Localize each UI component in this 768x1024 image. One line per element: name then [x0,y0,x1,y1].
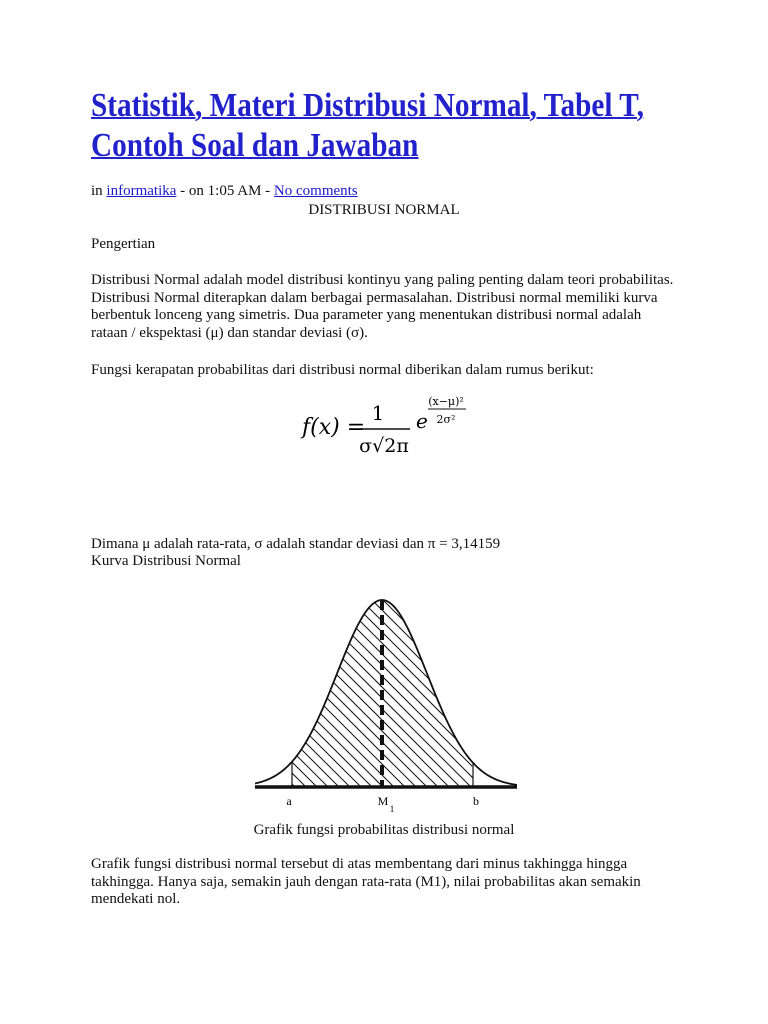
hatch-line [277,593,477,793]
meta-time: - on 1:05 AM - [180,183,271,199]
normal-curve-svg [255,593,517,815]
formula-exp-numerator: (x−μ)² [428,395,464,408]
hatch-line [255,593,323,793]
hatch-line [464,593,517,793]
hatch-line [475,593,517,793]
hatch-line [508,593,517,793]
hatch-line [343,593,517,793]
label-m-sub: 1 [389,804,395,814]
hatch-line [255,593,389,793]
formula-base: e [416,409,428,433]
hatch-line [255,593,367,793]
hatch-line [255,593,301,793]
formula-lhs: f(x) = [302,415,366,440]
hatch-line [321,593,517,793]
hatch-line [255,593,290,793]
formula-numerator: 1 [371,401,385,425]
hatch-line [387,593,517,793]
paragraph-definition: Distribusi Normal adalah model distribusi kontinyu yang paling penting dalam teori probabilitas. Distribusi Normal diterapkan dalam berbagai permasalahan. Distribusi normal memiliki kurva berbentuk lonceng yang simetris. Dua parameter yang menentukan distribusi normal adalah rataan / ekspektasi (μ) dan standar deviasi (σ). [91,272,674,341]
paragraph-formula-intro: Fungsi kerapatan probabilitas dari distribusi normal diberikan dalam rumus berikut: [91,362,594,378]
formula-svg [300,392,480,462]
subheading: Pengertian [91,236,156,252]
page-title [91,86,644,166]
meta-prefix: in [91,183,103,199]
post-meta [91,182,358,200]
hatch-line [486,593,517,793]
formula-denominator: σ√2π [359,435,409,457]
category-link[interactable]: informatika [106,183,177,199]
label-a: a [286,794,292,808]
hatch-line [255,593,444,793]
normal-pdf-formula [300,392,480,467]
title-link[interactable]: Statistik, Materi Distribusi Normal, Tabel T, Contoh Soal dan Jawaban [91,87,644,164]
label-m: M [377,794,389,808]
hatch-line [255,593,334,793]
hatch-line [255,593,356,793]
hatch-line [497,593,517,793]
hatch-line [442,593,517,793]
hatch-line [255,593,400,793]
paragraph-symbols: Dimana μ adalah rata-rata, σ adalah standar deviasi dan π = 3,14159 [91,536,501,552]
hatch-line [255,593,455,793]
normal-curve-figure [255,593,517,820]
figure-caption: Grafik fungsi probabilitas distribusi normal [253,822,515,838]
hatch-line [310,593,510,793]
hatch-line [266,593,466,793]
hatch-line [255,593,257,793]
hatch-line [453,593,517,793]
label-b: b [473,794,479,808]
comments-link[interactable]: No comments [273,183,358,199]
paragraph-curve-heading: Kurva Distribusi Normal [91,553,241,569]
hatch-region [255,593,517,793]
paragraph-explanation: Grafik fungsi distribusi normal tersebut di atas membentang dari minus takhingga hingga takhingga. Hanya saja, semakin jauh dengan rata-rata (M1), nilai probabilitas akan semakin mendekati nol. [91,856,641,907]
hatch-line [255,593,279,793]
hatch-line [255,593,345,793]
section-heading: DISTRIBUSI NORMAL [308,202,460,218]
hatch-line [255,593,422,793]
hatch-line [255,593,268,793]
hatch-line [288,593,488,793]
formula-exp-denominator: 2σ² [436,413,456,426]
